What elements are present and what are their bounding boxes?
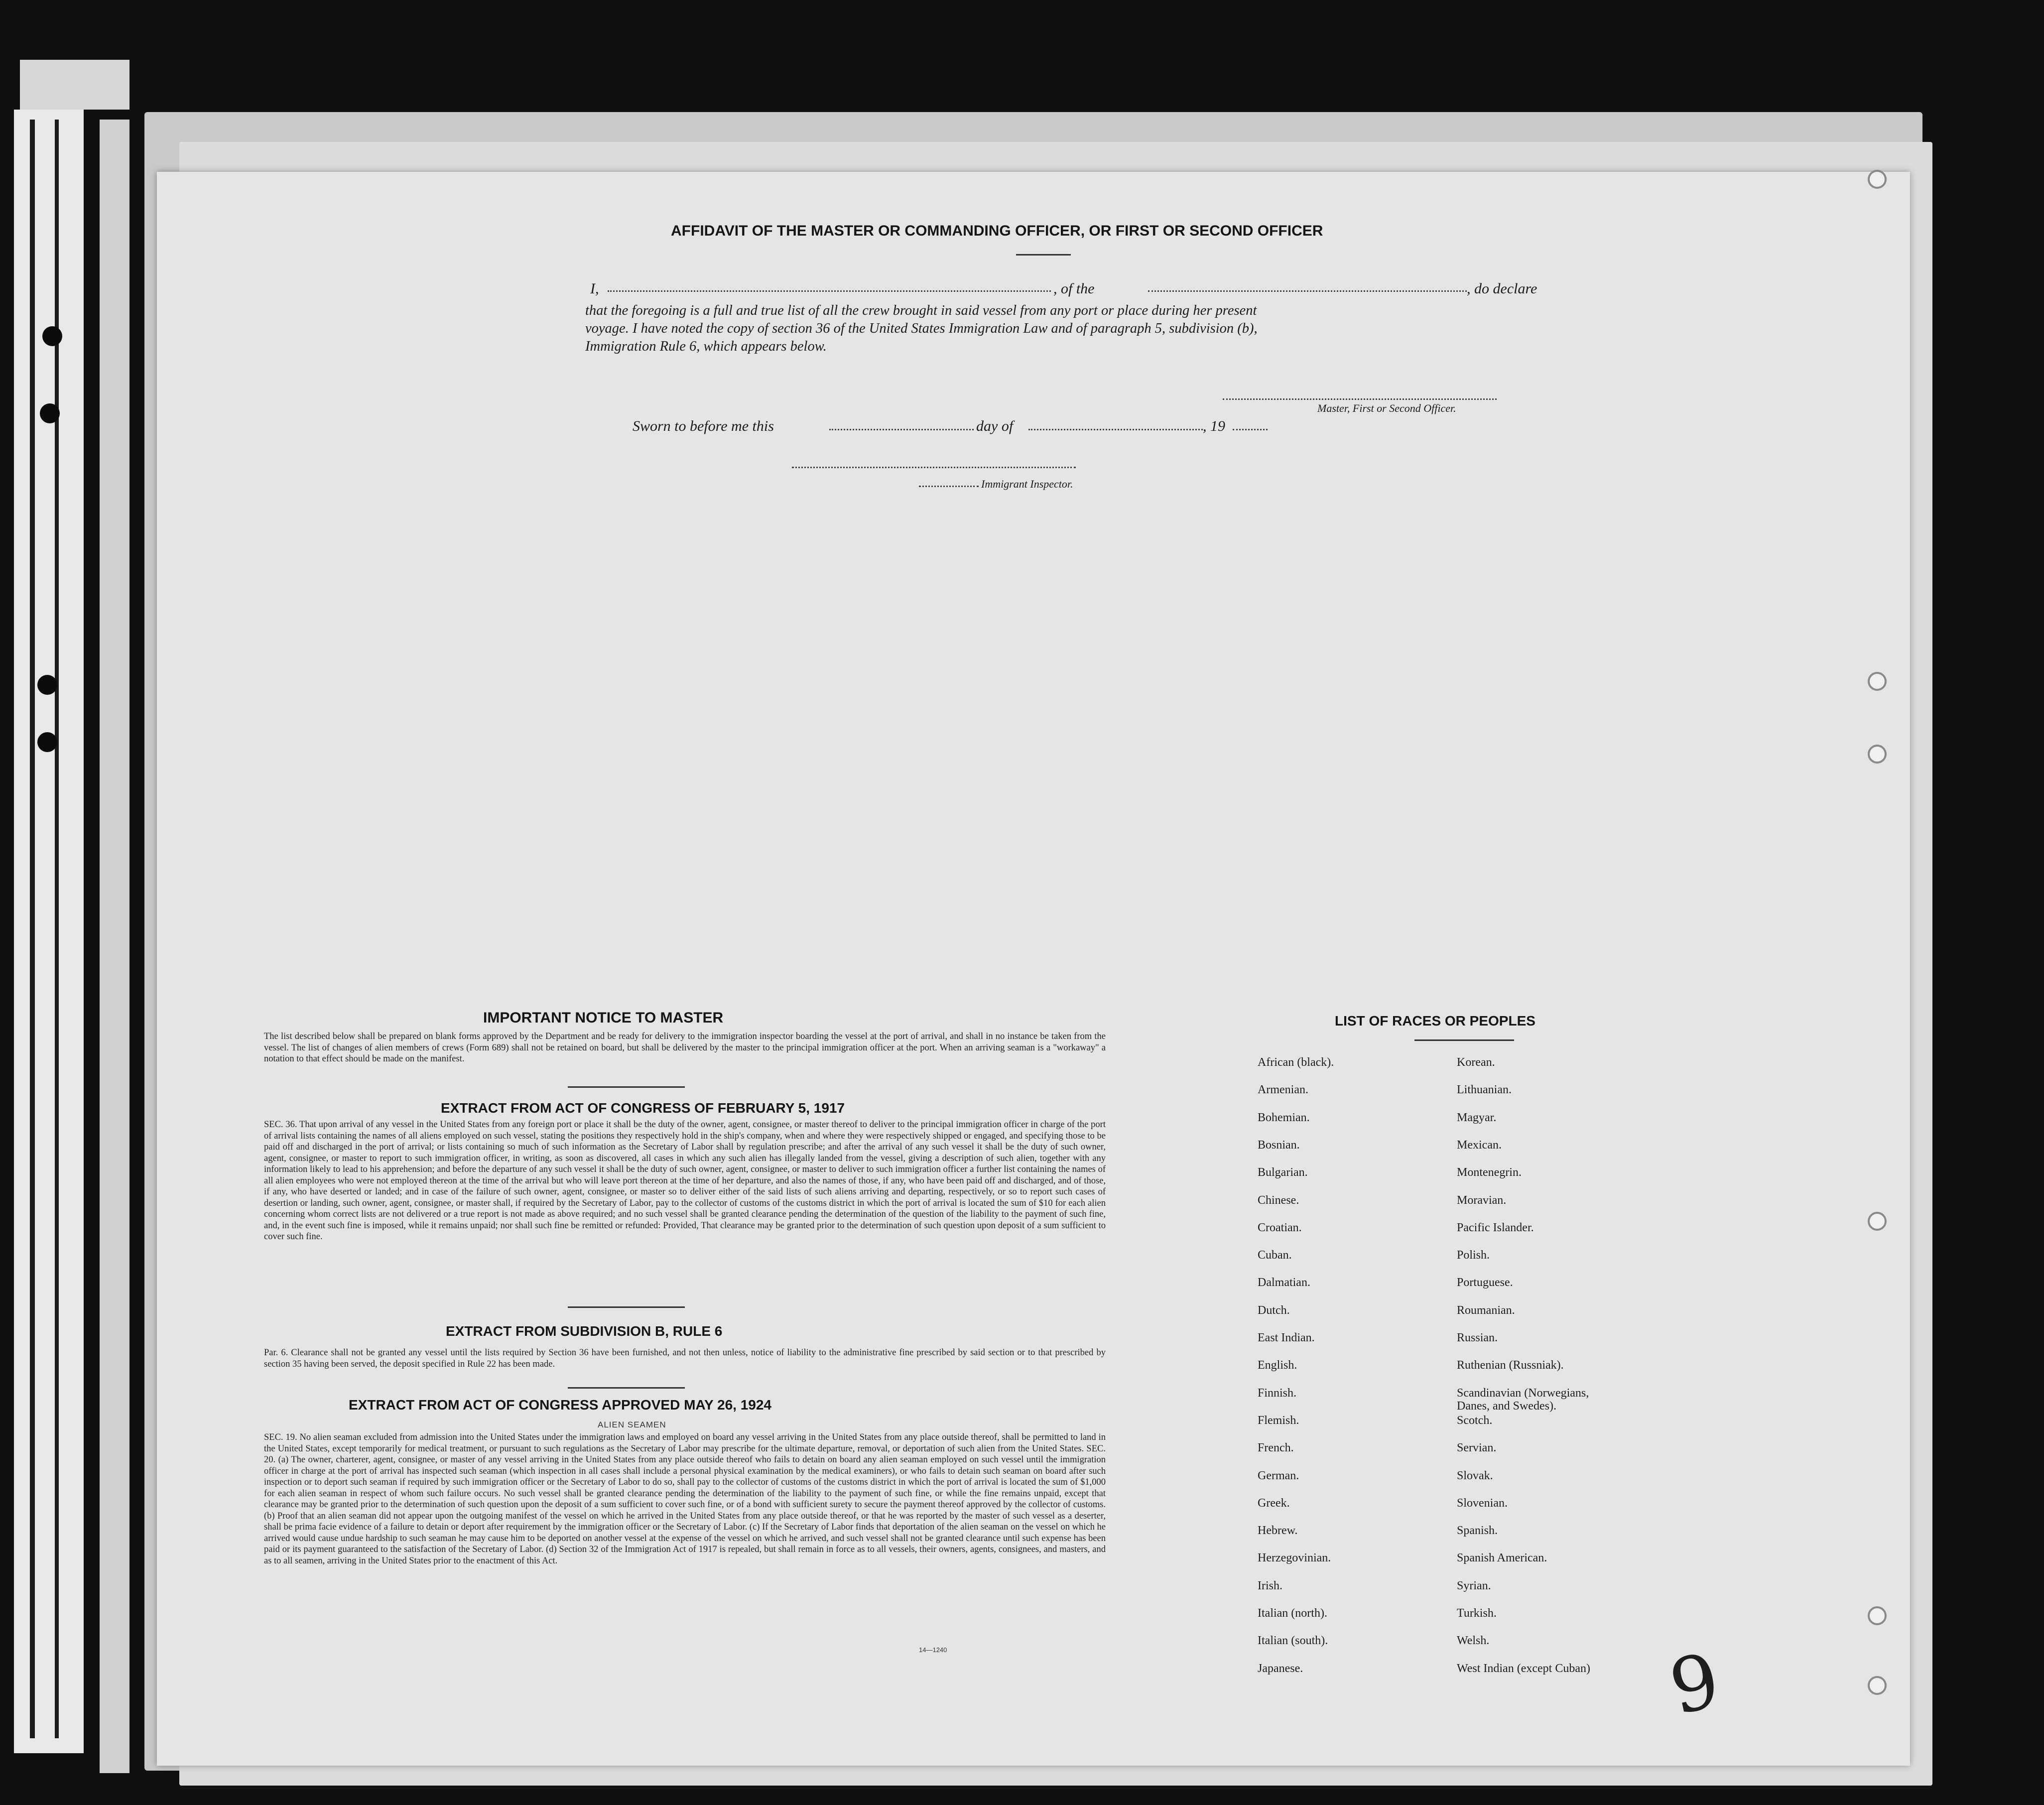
master-signature-field[interactable] xyxy=(1223,398,1497,400)
race-item: Pacific Islander. xyxy=(1457,1221,1534,1234)
race-item: Danes, and Swedes). xyxy=(1457,1399,1556,1413)
race-item: Mexican. xyxy=(1457,1138,1502,1152)
race-item: Herzegovinian. xyxy=(1258,1551,1331,1565)
extract-rule6-rule xyxy=(568,1387,685,1389)
extract-1924-body: SEC. 19. No alien seaman excluded from admission into the United States under the immigration laws and employed on board any vessel arriving in the United States from any place outside thereof, shall be permitted to land in the United States, except temporarily for medical treatment, or pursuant to such regulations as the Secretary of Labor may prescribe for the ultimate departure, removal, or deportation of such alien from the United States. SEC. 20. (a) The owner, charterer, agent, consignee, or master of any vessel arriving in the United States from any place outside thereof who fails to detain on board any alien seaman employed on such vessel until the immigration officer in charge at the port of arrival has inspected such seaman (which inspection in all cases shall include a personal physical examination by the medical examiners), or who fails to detain such seaman on board after such inspection or to deport such seaman if required by such immigration officer or the Secretary of Labor to do so, shall pay to the collector of customs of the customs district in which the port of arrival is located the sum of $1,000 for each alien seaman in respect of whom such failure occurs. No such vessel shall be granted clearance pending the determination of the liability to the payment of such fine, or while the fine remains unpaid, except that clearance may be granted prior to the determination of such question upon the deposit of a sum sufficient to cover such fine, or of a bond with sufficient surety to secure the payment thereof approved by the collector of customs. (b) Proof that an alien seaman did not appear upon the outgoing manifest of the vessel on which he arrived in the United States from any place outside thereof, or that he was reported by the master of such vessel as a deserter, shall be prima facie evidence of a failure to detain or deport after requirement by the immigration officer or the Secretary of Labor. (c) If the Secretary of Labor finds that deportation of the alien seaman on the vessel on which he arrived would cause undue hardship to such seaman he may cause him to be deported on another vessel at the expense of the vessel on which he arrived, and such vessel shall not be granted clearance until such expense has been paid or its payment guaranteed to the satisfaction of the Secretary of Labor. (d) Section 32 of the Immigration Act of 1917 is repealed, but shall remain in force as to all vessels, their owners, agents, consignees, and masters, and as to all seamen, arriving in the United States prior to the enactment of this Act. xyxy=(264,1432,1106,1566)
binder-edge xyxy=(30,120,35,1738)
race-item: Moravian. xyxy=(1457,1193,1507,1207)
binder-strip xyxy=(100,120,129,1773)
punch-hole xyxy=(37,675,57,695)
declaration-line: voyage. I have noted the copy of section 36 of the United States Immigration Law and of paragraph 5, subdivision (b), xyxy=(585,321,1258,336)
race-item: Welsh. xyxy=(1457,1634,1490,1648)
declarant-name-field[interactable] xyxy=(608,290,1051,292)
race-item: Bosnian. xyxy=(1258,1138,1300,1152)
race-item: English. xyxy=(1258,1359,1297,1372)
race-item: Chinese. xyxy=(1258,1193,1299,1207)
race-item: West Indian (except Cuban) xyxy=(1457,1662,1590,1675)
race-item: Magyar. xyxy=(1457,1111,1497,1124)
year-label: , 19 xyxy=(1203,418,1225,434)
binder-strip xyxy=(14,110,84,1753)
race-item: Portuguese. xyxy=(1457,1276,1513,1289)
day-of-label: day of xyxy=(976,418,1014,434)
notice-rule xyxy=(568,1086,685,1088)
race-item: Servian. xyxy=(1457,1441,1497,1455)
race-item: Dalmatian. xyxy=(1258,1276,1310,1289)
extract-rule6-title: EXTRACT FROM SUBDIVISION B, RULE 6 xyxy=(446,1323,723,1339)
form-number: 14—1240 xyxy=(919,1646,947,1654)
inspector-signature-field[interactable] xyxy=(792,467,1076,468)
race-item: German. xyxy=(1258,1469,1299,1482)
declaration-line: that the foregoing is a full and true list of all the crew brought in said vessel from any port or place during her present xyxy=(585,303,1257,318)
race-item: Lithuanian. xyxy=(1457,1083,1512,1097)
vessel-label: , of the xyxy=(1053,280,1095,297)
race-item: Montenegrin. xyxy=(1457,1166,1522,1179)
punch-hole xyxy=(1868,170,1887,189)
race-item: Scandinavian (Norwegians, xyxy=(1457,1386,1589,1400)
punch-hole xyxy=(1868,1212,1887,1231)
race-item: Slovak. xyxy=(1457,1469,1493,1482)
race-item: Croatian. xyxy=(1258,1221,1302,1234)
sworn-label: Sworn to before me this xyxy=(633,418,774,434)
race-item: Russian. xyxy=(1457,1331,1498,1344)
extract-1924-title: EXTRACT FROM ACT OF CONGRESS APPROVED MAY 26, 1924 xyxy=(349,1397,771,1413)
title-rule xyxy=(1016,254,1071,256)
race-item: Italian (south). xyxy=(1258,1634,1328,1648)
race-item: Turkish. xyxy=(1457,1607,1497,1620)
race-item: Korean. xyxy=(1457,1056,1495,1069)
sworn-year-field[interactable] xyxy=(1233,429,1268,430)
race-item: Greek. xyxy=(1258,1496,1290,1510)
race-item: Spanish American. xyxy=(1457,1551,1547,1565)
race-item: Roumanian. xyxy=(1457,1303,1515,1317)
race-item: Ruthenian (Russniak). xyxy=(1457,1359,1564,1372)
extract-1917-body: SEC. 36. That upon arrival of any vessel in the United States from any foreign port or place it shall be the duty of the owner, agent, consignee, or master thereof to deliver to the principal immigration officer in charge of the port of arrival lists containing the names of all aliens employed on such vessel, stating the positions they respectively hold in the ship's company, when and where they were respectively shipped or engaged, and specifying those to be paid off and discharged in the port of arrival; or lists containing so much of such information as the Secretary of Labor shall by regulation prescribe; and after the arrival of any such vessel it shall be the duty of such owner, agent, consignee, or master to report to such immigration officer, in writing, as soon as discovered, all cases in which any such alien has illegally landed from the vessel, giving a description of such alien, together with any information likely to lead to his apprehension; and before the departure of any such vessel it shall be the duty of such owner, agent, consignee, or master to deliver to such immigration officer a further list containing the names of all alien employees who were not employed thereon at the time of the arrival but who will leave port thereon at the time of her departure, and also the names of those, if any, who have been paid off and discharged, and of those, if any, who have deserted or landed; and in case of the failure of such owner, agent, consignee, or master so to deliver either of the said lists of such aliens arriving and departing, respectively, or so to report such cases of desertion or landing, such owner, agent, consignee, or master shall, if required by the Secretary of Labor, pay to the collector of customs of the customs district in which the port of arrival is located the sum of $10 for each alien concerning whom correct lists are not delivered or a true report is not made as above required; and no such vessel shall be granted clearance pending the determination of the question of the liability to the payment of such fine, and, in the event such fine is imposed, while it remains unpaid; nor shall such fine be remitted or refunded: Provided, That clearance may be granted prior to the determination of such question upon deposit of a sum sufficient to cover such fine. xyxy=(264,1120,1106,1242)
race-item: French. xyxy=(1258,1441,1294,1455)
master-signature-label: Master, First or Second Officer. xyxy=(1317,402,1456,414)
race-item: Polish. xyxy=(1457,1249,1490,1262)
punch-hole xyxy=(37,732,57,752)
race-item: Flemish. xyxy=(1258,1414,1299,1427)
race-item: Bohemian. xyxy=(1258,1111,1310,1124)
sworn-month-field[interactable] xyxy=(1028,429,1203,430)
race-item: Bulgarian. xyxy=(1258,1166,1308,1179)
punch-hole xyxy=(1868,1606,1887,1625)
race-item: Armenian. xyxy=(1258,1083,1308,1097)
punch-hole xyxy=(42,326,62,346)
extract-1917-title: EXTRACT FROM ACT OF CONGRESS OF FEBRUARY 5, 1917 xyxy=(441,1100,845,1116)
race-item: Japanese. xyxy=(1258,1662,1303,1675)
race-item: Dutch. xyxy=(1258,1303,1290,1317)
notice-title: IMPORTANT NOTICE TO MASTER xyxy=(483,1010,724,1026)
race-item: Finnish. xyxy=(1258,1386,1297,1400)
punch-hole xyxy=(1868,745,1887,764)
declaration-line: Immigration Rule 6, which appears below. xyxy=(585,339,827,354)
inspector-label: Immigrant Inspector. xyxy=(981,478,1073,490)
declarant-label: I, xyxy=(590,280,599,297)
race-item: Spanish. xyxy=(1457,1524,1498,1538)
race-item: Italian (north). xyxy=(1258,1607,1327,1620)
race-item: Scotch. xyxy=(1457,1414,1493,1427)
race-item: Syrian. xyxy=(1457,1579,1491,1592)
punch-hole xyxy=(1868,1676,1887,1695)
race-item: Slovenian. xyxy=(1457,1496,1508,1510)
race-item: East Indian. xyxy=(1258,1331,1315,1344)
race-item: Cuban. xyxy=(1258,1249,1292,1262)
punch-hole xyxy=(40,403,60,423)
races-rule xyxy=(1414,1039,1514,1041)
inspector-signature-field[interactable] xyxy=(919,486,979,487)
sworn-day-field[interactable] xyxy=(829,429,974,430)
extract-1917-rule xyxy=(568,1306,685,1308)
race-item: African (black). xyxy=(1258,1056,1334,1069)
document-page xyxy=(157,172,1910,1766)
extract-rule6-body: Par. 6. Clearance shall not be granted any vessel until the lists required by Section 36 have been furnished, and not then unless, notice of liability to the administrative fine prescribed by said section or to that prescribed by section 35 having been served, the deposit specified in Rule 22 has been made. xyxy=(264,1348,1106,1369)
affidavit-title: AFFIDAVIT OF THE MASTER OR COMMANDING OFFICER, OR FIRST OR SECOND OFFICER xyxy=(671,223,1323,239)
binder-tab xyxy=(20,60,129,110)
binder-edge xyxy=(55,120,59,1738)
declare-label: , do declare xyxy=(1467,280,1537,297)
punch-hole xyxy=(1868,672,1887,691)
notice-body: The list described below shall be prepared on blank forms approved by the Department and be ready for delivery to the immigration inspector boarding the vessel at the port of arrival, and shall in no instance be taken from the vessel. The list of changes of alien members of crews (Form 689) shall not be retained on board, but shall be delivered by the master to the principal immigration officer at the port. When an arriving seaman is a "workaway" a notation to that effect should be made on the manifest. xyxy=(264,1031,1106,1064)
extract-1924-subtitle: ALIEN SEAMEN xyxy=(598,1420,666,1429)
race-item: Irish. xyxy=(1258,1579,1282,1592)
handwritten-page-number: 9 xyxy=(1662,1637,1727,1732)
vessel-name-field[interactable] xyxy=(1148,290,1467,292)
races-title: LIST OF RACES OR PEOPLES xyxy=(1335,1013,1535,1029)
race-item: Hebrew. xyxy=(1258,1524,1298,1538)
